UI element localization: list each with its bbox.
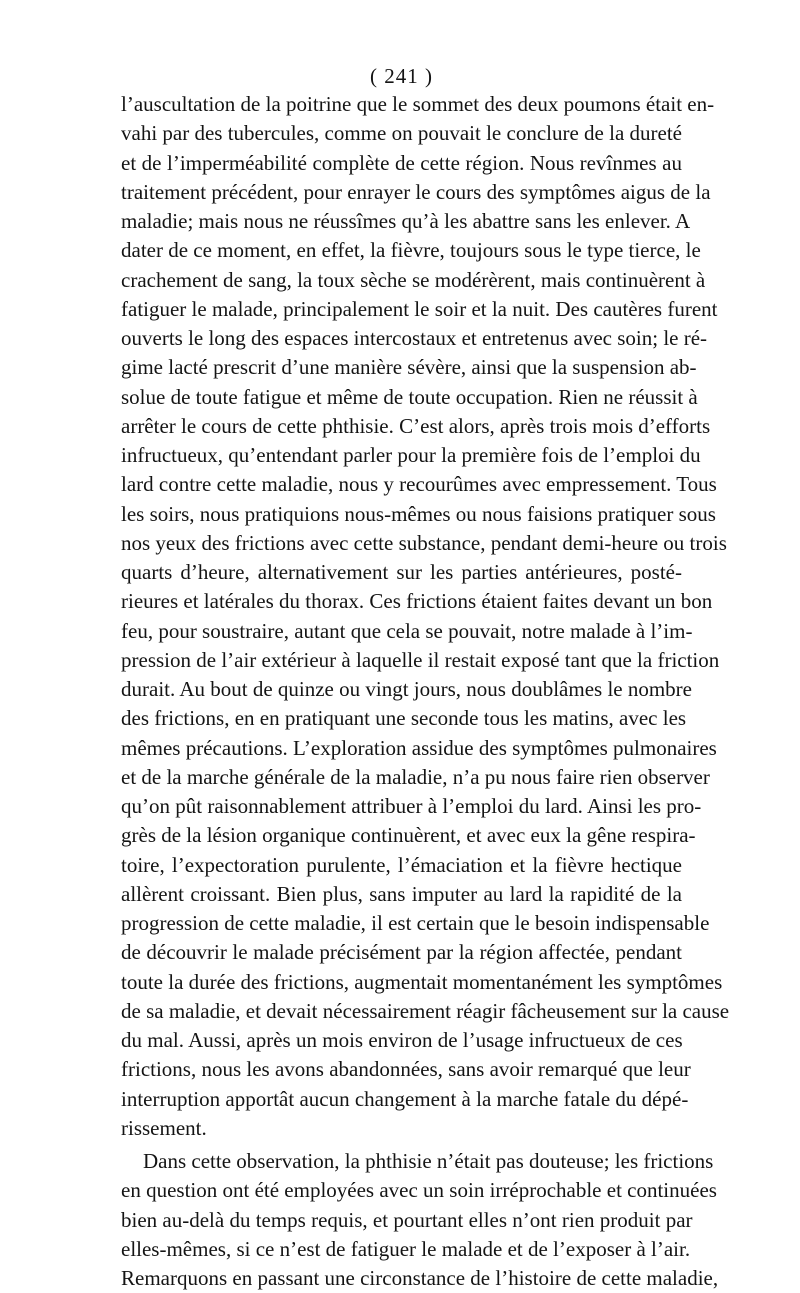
paragraph <box>121 90 730 1143</box>
text-line: les soirs, nous pratiquions nous-mêmes ou nous faisions pratiquer sous <box>121 501 716 526</box>
text-line: en question ont été employées avec un soin irréprochable et continuées <box>121 1178 717 1203</box>
text-line: interruption apportât aucun changement à la marche fatale du dépé- <box>121 1086 689 1111</box>
text-line: lard contre cette maladie, nous y recourûmes avec empressement. Tous <box>121 472 717 497</box>
text-line: fatiguer le malade, principalement le soir et la nuit. Des cautères furent <box>121 296 718 321</box>
text-line: grès de la lésion organique continuèrent, et avec eux la gêne respira- <box>121 823 696 848</box>
text-line: gime lacté prescrit d’une manière sévère, ainsi que la suspension ab- <box>121 355 697 380</box>
text-line: rissement. <box>121 1115 207 1140</box>
text-line: traitement précédent, pour enrayer le cours des symptômes aigus de la <box>121 179 711 204</box>
text-line: toire, l’expectoration purulente, l’émaciation et la fièvre hectique <box>121 852 682 877</box>
text-line: dater de ce moment, en effet, la fièvre, toujours sous le type tierce, le <box>121 238 701 263</box>
text-line: rieures et latérales du thorax. Ces frictions étaient faites devant un bon <box>121 589 713 614</box>
text-line: infructueux, qu’entendant parler pour la première fois de l’emploi du <box>121 443 701 467</box>
text-line: maladie; mais nous ne réussîmes qu’à les abattre sans les enlever. A <box>121 209 691 233</box>
body-text <box>121 90 730 1293</box>
text-line: elles-mêmes, si ce n’est de fatiguer le malade et de l’exposer à l’air. <box>121 1236 691 1261</box>
text-line: l’auscultation de la poitrine que le sommet des deux poumons était en- <box>121 92 715 116</box>
text-line: toute la durée des frictions, augmentait momentanément les symptômes <box>121 969 723 994</box>
text-line: mêmes précautions. L’exploration assidue des symptômes pulmonaires <box>121 735 717 760</box>
text-line: durait. Au bout de quinze ou vingt jours, nous doublâmes le nombre <box>121 677 692 701</box>
text-line: frictions, nous les avons abandonnées, sans avoir remarqué que leur <box>121 1057 691 1082</box>
text-line: de découvrir le malade précisément par la région affectée, pendant <box>121 940 682 965</box>
text-line: crachement de sang, la toux sèche se modérèrent, mais continuèrent à <box>121 267 706 292</box>
text-line: de sa maladie, et devait nécessairement réagir fâcheusement sur la cause <box>121 998 730 1023</box>
text-line: quarts d’heure, alternativement sur les parties antérieures, posté- <box>121 560 682 584</box>
page <box>121 62 730 1293</box>
text-line: progression de cette maladie, il est certain que le besoin indispensable <box>121 911 710 935</box>
text-line: et de l’imperméabilité complète de cette région. Nous revînmes au <box>121 150 682 175</box>
page-number: ( 241 ) <box>370 64 433 88</box>
text-line: des frictions, en en pratiquant une seconde tous les matins, avec les <box>121 706 687 731</box>
text-line: pression de l’air extérieur à laquelle il restait exposé tant que la friction <box>121 647 720 672</box>
text-line: du mal. Aussi, après un mois environ de l’usage infructueux de ces <box>121 1028 683 1052</box>
text-line: feu, pour soustraire, autant que cela se pouvait, notre malade à l’im- <box>121 618 693 643</box>
paragraph <box>121 1147 719 1293</box>
text-line: solue de toute fatigue et même de toute occupation. Rien ne réussit à <box>121 384 698 409</box>
text-line: ouverts le long des espaces intercostaux et entretenus avec soin; le ré- <box>121 326 708 350</box>
text-line: allèrent croissant. Bien plus, sans imputer au lard la rapidité de la <box>121 881 682 906</box>
text-line: bien au-delà du temps requis, et pourtant elles n’ont rien produit par <box>121 1207 693 1232</box>
text-line: qu’on pût raisonnablement attribuer à l’emploi du lard. Ainsi les pro- <box>121 794 702 818</box>
text-line: vahi par des tubercules, comme on pouvait le conclure de la dureté <box>121 121 682 146</box>
text-line: et de la marche générale de la maladie, n’a pu nous faire rien observer <box>121 764 710 789</box>
text-line: Dans cette observation, la phthisie n’était pas douteuse; les frictions <box>143 1149 714 1173</box>
text-line: nos yeux des frictions avec cette substance, pendant demi-heure ou trois <box>121 530 727 555</box>
text-line: Remarquons en passant une circonstance de l’histoire de cette maladie, <box>121 1266 719 1290</box>
text-line: arrêter le cours de cette phthisie. C’est alors, après trois mois d’efforts <box>121 413 711 438</box>
